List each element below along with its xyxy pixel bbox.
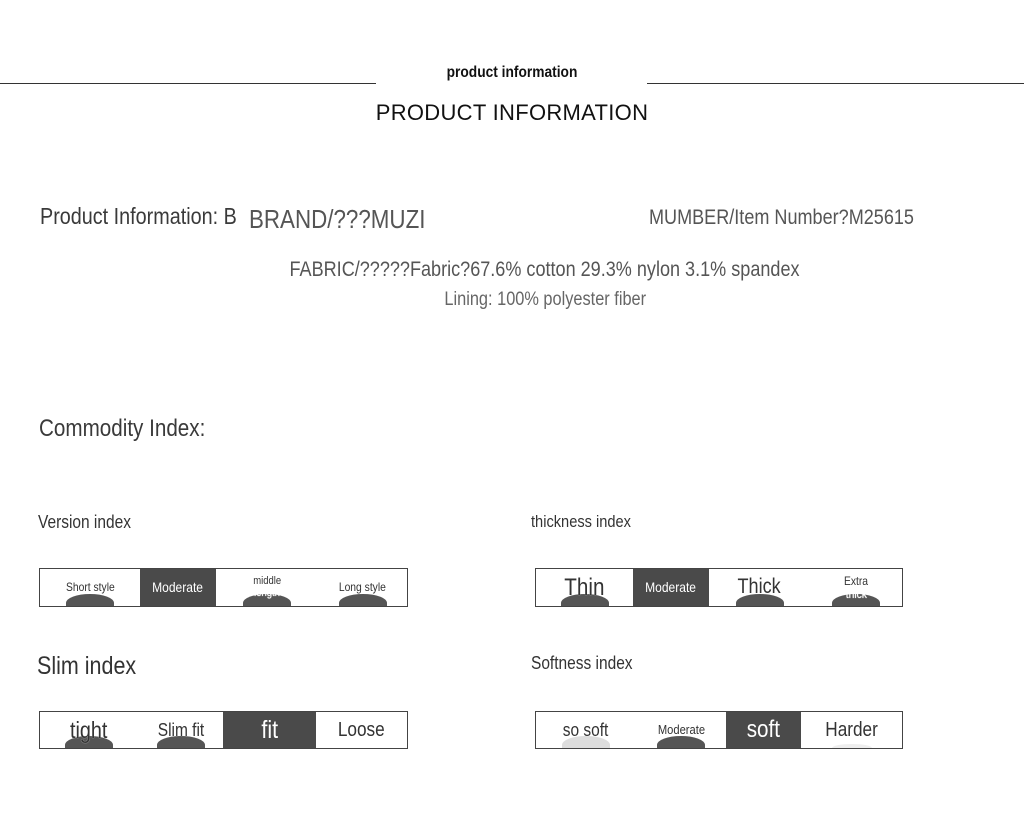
slim-option-loose: Loose [338, 718, 385, 741]
slim-option-fit: fit [223, 712, 316, 748]
mound-marker [657, 736, 705, 748]
version-option-moderate: Moderate [140, 569, 216, 606]
version-index-title: Version index [38, 512, 131, 532]
slim-index-bar [39, 711, 408, 749]
slim-option-tight: tight [40, 712, 138, 748]
version-option-long-style: Long style [318, 569, 407, 606]
mound-marker [339, 594, 387, 606]
version-index-bar [39, 568, 408, 607]
thickness-option-thin: Thin [536, 569, 633, 606]
lining-text: Lining: 100% polyester fiber [444, 289, 646, 310]
section-subtitle: product information [446, 64, 578, 81]
softness-option-harder: Harder [801, 712, 902, 748]
item-number-text: MUMBER/Item Number?M25615 [649, 206, 914, 229]
fabric-text: FABRIC/?????Fabric?67.6% cotton 29.3% nylon 3.1% spandex [289, 258, 801, 281]
softness-option-so-soft: so soft [536, 712, 636, 748]
thickness-option-thick: Thick [709, 569, 810, 606]
page-title: PRODUCT INFORMATION [375, 100, 649, 125]
softness-option-soft: soft [726, 712, 801, 748]
thickness-option-moderate: Moderate [633, 569, 709, 606]
product-information-label: Product Information: B [40, 203, 237, 229]
thickness-index-bar [535, 568, 903, 607]
thickness-option-extra-thick: Extra thick [810, 569, 902, 606]
version-option-middle-length: middle length [216, 569, 318, 606]
mound-marker [832, 744, 872, 748]
softness-option-moderate: Moderate [636, 712, 726, 748]
thickness-index-title: thickness index [531, 512, 631, 531]
softness-index-title: Softness index [531, 653, 633, 673]
slim-index-title: Slim index [37, 652, 137, 680]
softness-index-bar [535, 711, 903, 749]
brand-text: BRAND/???MUZI [249, 204, 426, 234]
mound-marker [66, 594, 114, 606]
slim-option-slim-fit: Slim fit [138, 712, 223, 748]
version-option-short-style: Short style [40, 569, 140, 606]
header-rule-right [647, 83, 1024, 84]
commodity-index-title: Commodity Index: [39, 415, 206, 442]
header-rule-left [0, 83, 376, 84]
